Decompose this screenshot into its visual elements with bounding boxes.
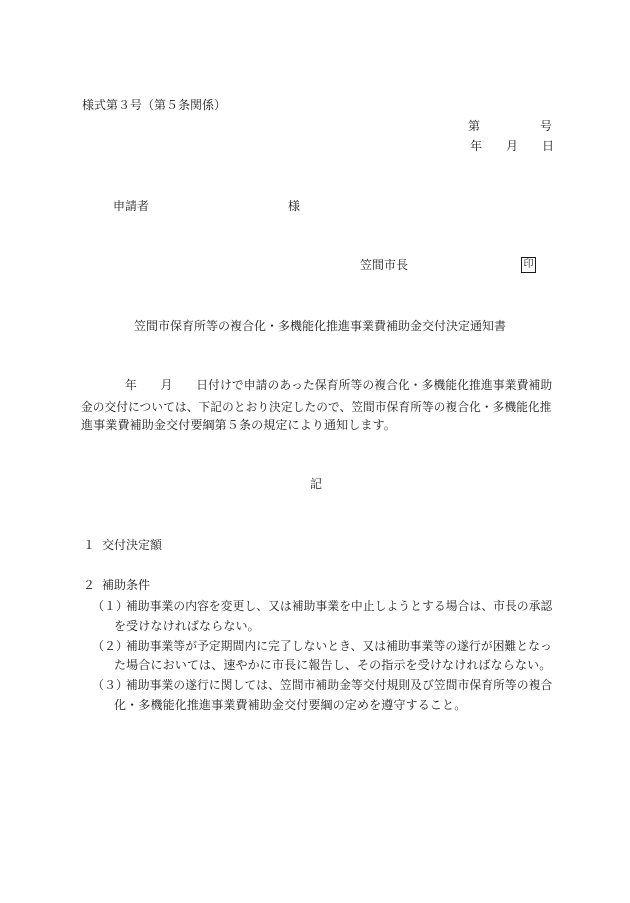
item-marker: （１） [92, 599, 129, 613]
section-number: １ [83, 538, 96, 552]
issuer-name: 笠間市長 [360, 258, 409, 272]
body-line: 進事業費補助金交付要綱第５条の規定により通知します。 [81, 418, 396, 432]
item-line: 補助事業等が予定期間内に完了しないとき、又は補助事業等の遂行が困難となっ [126, 639, 552, 653]
applicant-honorific: 様 [288, 199, 301, 213]
item-line: 補助事業の内容を変更し、又は補助事業を中止しようとする場合は、市長の承認 [126, 599, 553, 613]
section-number: ２ [83, 578, 96, 592]
issue-date: 年 月 日 [470, 139, 555, 153]
body-line: 金の交付については、下記のとおり決定したので、笠間市保育所等の複合化・多機能化推 [81, 400, 552, 414]
body-line: 年 月 日付けで申請のあった保育所等の複合化・多機能化推進事業費補助 [125, 378, 553, 392]
applicant-label: 申請者 [113, 199, 150, 213]
ki-heading: 記 [310, 477, 323, 491]
section-label: 交付決定額 [102, 538, 163, 552]
seal-mark: 印 [521, 257, 536, 273]
item-line: を受けなければならない。 [114, 619, 260, 633]
item-marker: （２） [92, 639, 129, 653]
form-label: 様式第３号（第５条関係） [82, 98, 227, 112]
document-number: 第 号 [468, 119, 553, 133]
item-line: た場合においては、速やかに市長に報告し、その指示を受けなければならない。 [114, 658, 552, 672]
item-line: 補助事業の遂行に関しては、笠間市補助金等交付規則及び笠間市保育所等の複合 [126, 678, 553, 692]
document-title: 笠間市保育所等の複合化・多機能化推進事業費補助金交付決定通知書 [134, 319, 507, 333]
item-line: 化・多機能化推進事業費補助金交付要綱の定めを遵守すること。 [114, 698, 467, 712]
item-marker: （３） [92, 678, 129, 692]
section-label: 補助条件 [102, 578, 151, 592]
